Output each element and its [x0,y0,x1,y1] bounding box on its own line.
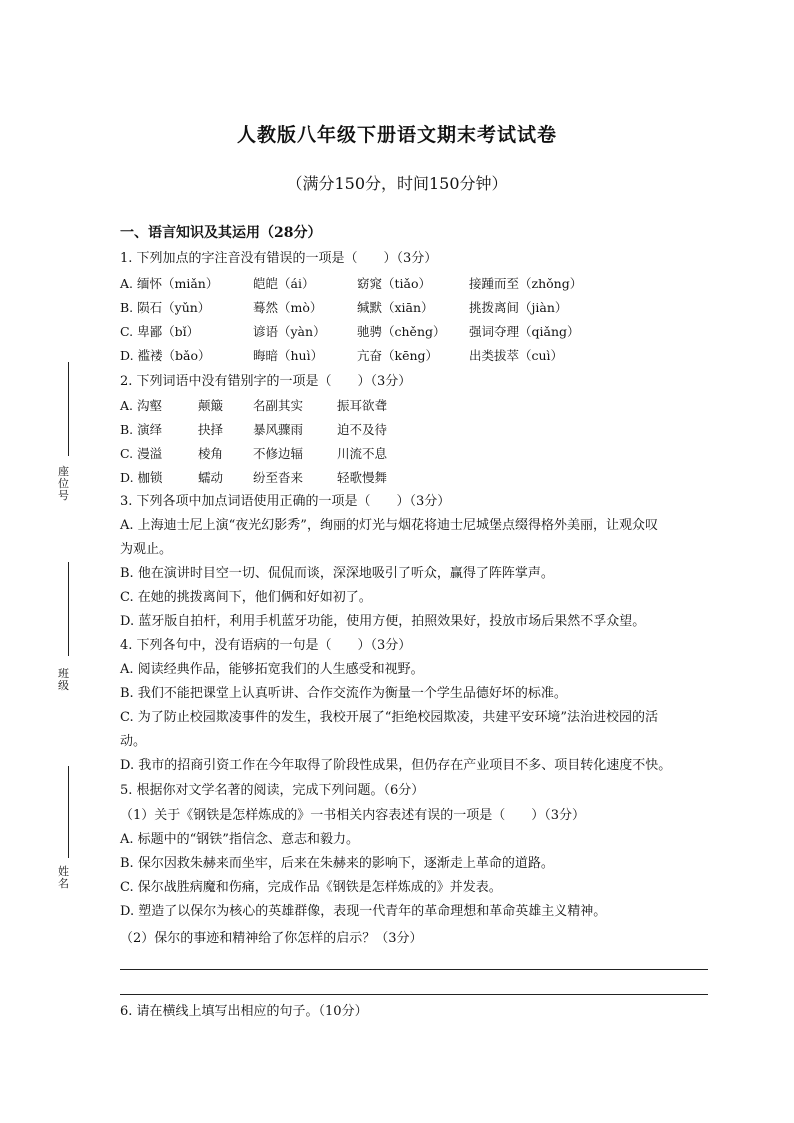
q2-d-1: D. 枷锁 [120,470,163,485]
q3-option-a-line2: 为观止。 [120,542,173,557]
question-2-stem: 2. 下列词语中没有错别字的一项是（ ）（3分） [120,374,412,389]
q4-option-a: A. 阅读经典作品，能够拓宽我们的人生感受和视野。 [120,662,424,677]
q2-d-4: 轻歌慢舞 [337,470,388,485]
q2-a-3: 名副其实 [253,398,304,413]
question-4-stem: 4. 下列各句中，没有语病的一句是（ ）（3分） [120,638,412,653]
q3-option-d: D. 蓝牙版自拍杆，利用手机蓝牙功能，使用方便，拍照效果好，投放市场后果然不孚众望。 [120,614,646,629]
q2-b-3: 暴风骤雨 [253,422,304,437]
q4-option-d: D. 我市的招商引资工作在今年取得了阶段性成果，但仍存在产业项目不多、项目转化速度不快。 [120,758,672,773]
q2-c-1: C. 漫溢 [120,446,163,461]
q3-option-c: C. 在她的挑拨离间下，他们俩和好如初了。 [120,590,372,605]
question-3-stem: 3. 下列各项中加点词语使用正确的一项是（ ）（3分） [120,494,451,509]
q1-b-1: B. 陨石（yǔn） [120,300,211,315]
q5-sub-2: （2）保尔的事迹和精神给了你怎样的启示？（3分） [120,931,423,946]
q1-a-3: 窈窕（tiǎo） [357,276,431,291]
q2-a-4: 振耳欲聋 [337,398,388,413]
q2-b-4: 迫不及待 [337,422,388,437]
q2-c-2: 棱角 [198,446,224,461]
q1-d-4: 出类拔萃（cuì） [469,348,564,363]
question-1-stem: 1. 下列加点的字注音没有错误的一项是（ ）（3分） [120,251,438,266]
q1-a-4: 接踵而至（zhǒng） [469,276,583,291]
margin-label-name: 姓名 [58,865,69,890]
q2-a-2: 颠簸 [198,398,224,413]
q2-c-3: 不修边辐 [253,446,304,461]
margin-line-name[interactable] [68,766,69,858]
q5-option-a: A. 标题中的“钢铁”指信念、意志和毅力。 [120,832,359,847]
q4-option-b: B. 我们不能把课堂上认真听讲、合作交流作为衡量一个学生品德好坏的标准。 [120,686,567,701]
q1-a-1: A. 缅怀（miǎn） [120,276,219,291]
q1-c-4: 强词夺理（qiǎng） [469,324,580,339]
q1-c-3: 驰骋（chěng） [357,324,446,339]
q1-d-2: 晦暗（huì） [253,348,324,363]
q3-option-b: B. 他在演讲时目空一切、侃侃而谈，深深地吸引了听众，赢得了阵阵掌声。 [120,566,554,581]
q1-c-2: 谚语（yàn） [253,324,326,339]
question-6-stem: 6. 请在横线上填写出相应的句子。（10分） [120,1004,368,1019]
q4-option-c-line1: C. 为了防止校园欺凌事件的发生，我校开展了“拒绝校园欺凌，共建平安环境”法治进校园的活 [120,710,659,725]
margin-line-class[interactable] [68,562,69,656]
q1-b-2: 蓦然（mò） [253,300,323,315]
q1-d-3: 亢奋（kēng） [357,348,439,363]
page-title: 人教版八年级下册语文期末考试试卷 [236,124,557,146]
page-subtitle: （满分150分，时间150分钟） [286,174,508,193]
margin-label-seat: 座位号 [58,465,69,502]
answer-line-2[interactable] [120,994,708,995]
q5-option-d: D. 塑造了以保尔为核心的英雄群像，表现一代青年的革命理想和革命英雄主义精神。 [120,904,607,919]
q3-option-a-line1: A. 上海迪士尼上演“夜光幻影秀”，绚丽的灯光与烟花将迪士尼城堡点缀得格外美丽，让观众叹 [120,518,658,533]
margin-label-class: 班级 [58,667,69,692]
q2-b-1: B. 演绎 [120,422,163,437]
q2-d-2: 蠕动 [198,470,224,485]
margin-line-seat[interactable] [68,362,69,456]
q2-c-4: 川流不息 [337,446,388,461]
q5-option-c: C. 保尔战胜病魔和伤痛，完成作品《钢铁是怎样炼成的》并发表。 [120,880,502,895]
q1-d-1: D. 褴褛（bǎo） [120,348,211,363]
q5-sub-1: （1）关于《钢铁是怎样炼成的》一书相关内容表述有误的一项是（ ）（3分） [120,808,586,823]
q1-b-4: 挑拨离间（jiàn） [469,300,568,315]
q2-b-2: 抉择 [198,422,224,437]
q1-b-3: 缄默（xiān） [357,300,434,315]
answer-line-1[interactable] [120,969,708,970]
q5-option-b: B. 保尔因救朱赫来而坐牢，后来在朱赫来的影响下，逐渐走上革命的道路。 [120,856,554,871]
q2-a-1: A. 沟壑 [120,398,162,413]
q1-a-2: 皑皑（ái） [253,276,315,291]
q4-option-c-line2: 动。 [120,734,147,749]
question-5-stem: 5. 根据你对文学名著的阅读，完成下列问题。（6分） [120,783,425,798]
q2-d-3: 纷至沓来 [253,470,304,485]
section-heading: 一、语言知识及其运用（28分） [120,225,322,241]
q1-c-1: C. 卑鄙（bǐ） [120,324,200,339]
